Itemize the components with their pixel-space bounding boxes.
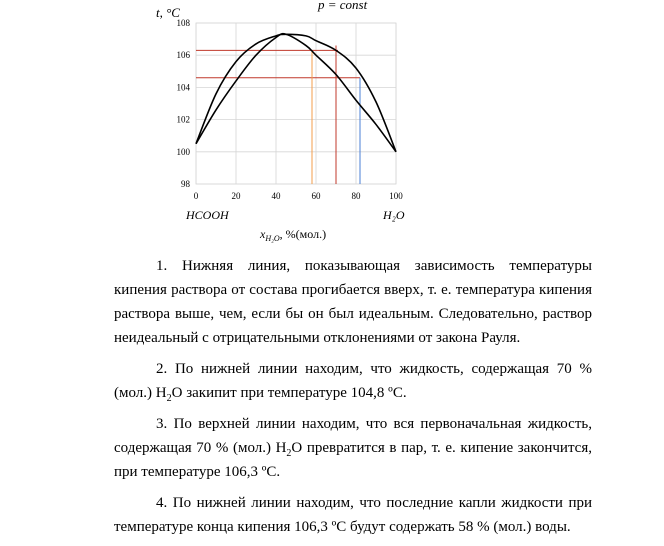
paragraph-3-b: O превратится в пар, т. е. кипение закончится, при температуре 106,3 ºС. <box>114 440 592 480</box>
x-tick-80: 80 <box>351 191 361 201</box>
paragraph-3 <box>114 412 592 484</box>
guide-lines <box>196 46 360 184</box>
paragraph-2-b: O закипит при температуре 104,8 ºС. <box>171 385 407 401</box>
paragraph-2-a: 2. По нижней линии находим, что жидкость, содержащая 70 % (мол.) H <box>114 361 592 401</box>
y-tick-106: 106 <box>176 50 190 61</box>
x-tick-20: 20 <box>231 191 241 201</box>
x-tick-40: 40 <box>271 191 281 201</box>
x-tick-labels <box>194 191 404 201</box>
x-axis-label-var: x <box>260 227 266 241</box>
x-axis-label-sub: H₂O <box>265 234 280 243</box>
x-axis-label-unit: , %(мол.) <box>279 227 327 241</box>
paragraph-3-a: 3. По верхней линии находим, что вся первоначальная жидкость, содержащая 70 % (мол.) H <box>114 416 592 456</box>
paragraph-3-sub: 2 <box>286 448 292 459</box>
y-tick-102: 102 <box>176 114 190 125</box>
phase-diagram-chart <box>150 0 440 250</box>
chart-grid <box>196 23 396 184</box>
left-component-label: HCOOH <box>186 208 229 222</box>
x-tick-0: 0 <box>193 191 199 201</box>
right-component-label: H₂O <box>383 208 405 222</box>
series-line-0 <box>196 34 396 152</box>
y-tick-98: 98 <box>181 179 190 189</box>
x-axis-label <box>259 227 326 243</box>
chart-title: p = const <box>318 0 368 12</box>
paragraph-4: 4. По нижней линии находим, что последние капли жидкости при температуре конца кипения 106,3 ºС будут содержать 58 % (мол.) воды. <box>114 495 592 535</box>
x-tick-60: 60 <box>311 191 321 201</box>
explanation-text <box>114 254 592 546</box>
chart-series <box>196 34 396 152</box>
x-tick-100: 100 <box>389 191 403 201</box>
paragraph-2-sub: 2 <box>166 393 172 404</box>
paragraph-1: 1. Нижняя линия, показывающая зависимость температуры кипения раствора от состава прогибается вверх, т. е. температура кипения раствора выше, чем, если бы он был идеальным. Следовательно, раствор неидеальный с отрицательными отклонениями от закона Рауля. <box>114 258 592 346</box>
y-axis-label: t, °C <box>156 5 180 20</box>
series-line-1 <box>196 34 396 152</box>
y-tick-108: 108 <box>176 18 190 28</box>
plot-frame <box>196 23 396 184</box>
y-tick-labels <box>177 18 191 189</box>
paragraph-2 <box>114 357 592 405</box>
y-tick-104: 104 <box>176 82 190 93</box>
y-tick-100: 100 <box>176 146 190 157</box>
